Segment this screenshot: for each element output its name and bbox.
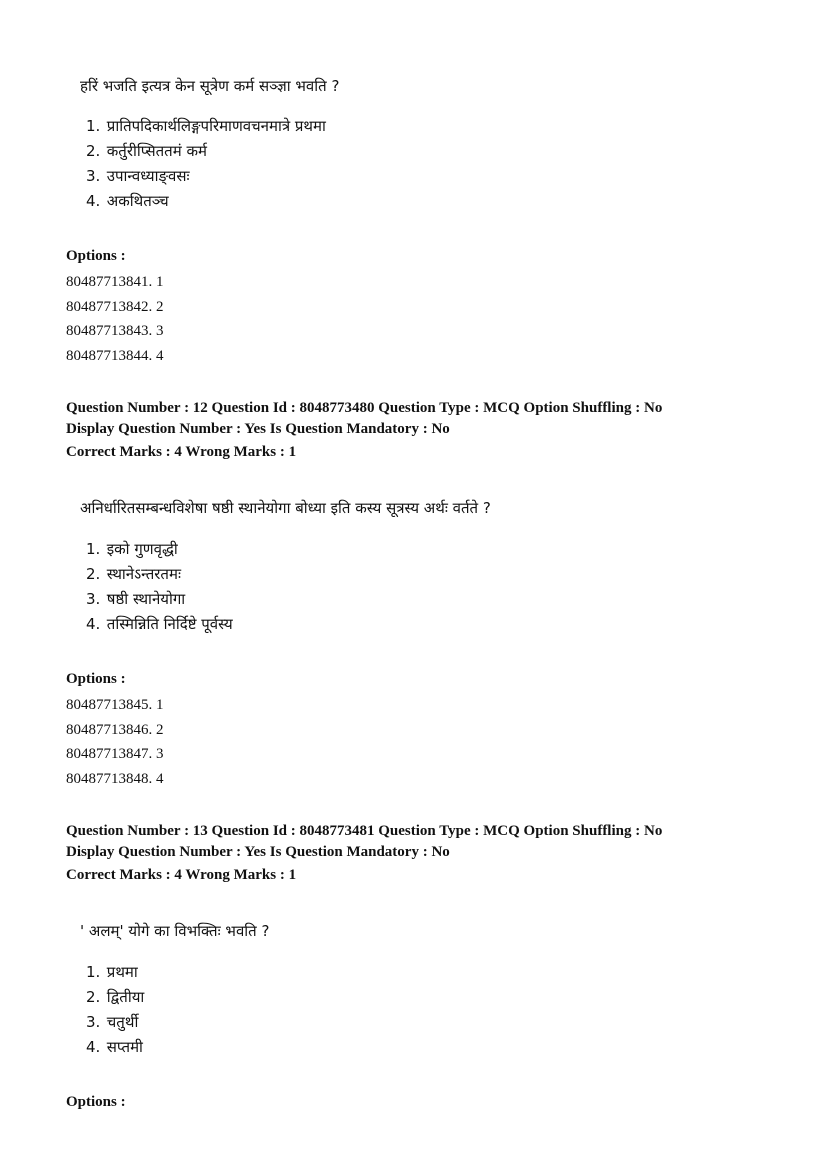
choice-list: [86, 537, 766, 637]
option-id-line: 80487713841. 1: [66, 274, 164, 290]
choice-item: 1. प्रथमा: [86, 963, 138, 981]
option-id-line: 80487713843. 3: [66, 323, 164, 339]
choice-item: 4. अकथितञ्च: [86, 192, 169, 210]
choice-item: 2. कर्तुरीप्सिततमं कर्म: [86, 142, 207, 160]
options-block-12: [66, 669, 766, 791]
question-block-13: [66, 921, 766, 1060]
question-meta-line: Display Question Number : Yes Is Question Mandatory : No: [66, 421, 450, 437]
options-heading: Options :: [66, 1094, 126, 1110]
choice-item: 3. उपान्वध्याङ्वसः: [86, 167, 190, 185]
choice-item: 4. तस्मिन्निति निर्दिष्टे पूर्वस्य: [86, 615, 233, 633]
option-id-line: 80487713847. 3: [66, 746, 164, 762]
option-id-line: 80487713846. 2: [66, 721, 164, 738]
question-meta-line: Question Number : 12 Question Id : 8048773480 Question Type : MCQ Option Shuffling : No: [66, 400, 663, 416]
question-block-11: [66, 76, 766, 214]
question-text: अनिर्धारितसम्बन्धविशेषा षष्ठी स्थानेयोगा बोध्या इति कस्य सूत्रस्य अर्थः वर्तते ?: [80, 499, 491, 517]
question-meta-13: [66, 821, 766, 886]
choice-item: 2. स्थानेऽन्तरतमः: [86, 565, 181, 583]
question-text: ' अलम्' योगे का विभक्तिः भवति ?: [80, 922, 270, 940]
marks-line: Correct Marks : 4 Wrong Marks : 1: [66, 867, 297, 883]
option-id-line: 80487713845. 1: [66, 697, 164, 713]
options-block-13: [66, 1092, 766, 1112]
option-id-line: 80487713844. 4: [66, 347, 164, 364]
choice-list: [86, 114, 766, 214]
choice-item: 3. चतुर्थी: [86, 1013, 139, 1031]
options-block-11: [66, 246, 766, 368]
marks-line: Correct Marks : 4 Wrong Marks : 1: [66, 444, 297, 460]
option-id-line: 80487713842. 2: [66, 298, 164, 315]
choice-item: 2. द्वितीया: [86, 988, 145, 1006]
choice-item: 4. सप्तमी: [86, 1038, 143, 1056]
choice-list: [86, 960, 766, 1060]
choice-item: 1. प्रातिपदिकार्थलिङ्गपरिमाणवचनमात्रे प्रथमा: [86, 117, 326, 135]
options-heading: Options :: [66, 248, 126, 264]
choice-item: 3. षष्ठी स्थानेयोगा: [86, 590, 186, 608]
options-heading: Options :: [66, 671, 126, 687]
question-meta-12: [66, 398, 766, 463]
option-id-line: 80487713848. 4: [66, 770, 164, 787]
question-text: हरिं भजति इत्यत्र केन सूत्रेण कर्म सञ्ज्ञा भवति ?: [80, 77, 340, 95]
question-meta-line: Display Question Number : Yes Is Question Mandatory : No: [66, 844, 450, 860]
question-meta-line: Question Number : 13 Question Id : 8048773481 Question Type : MCQ Option Shuffling : No: [66, 823, 663, 839]
choice-item: 1. इको गुणवृद्धी: [86, 540, 178, 558]
question-block-12: [66, 498, 766, 637]
